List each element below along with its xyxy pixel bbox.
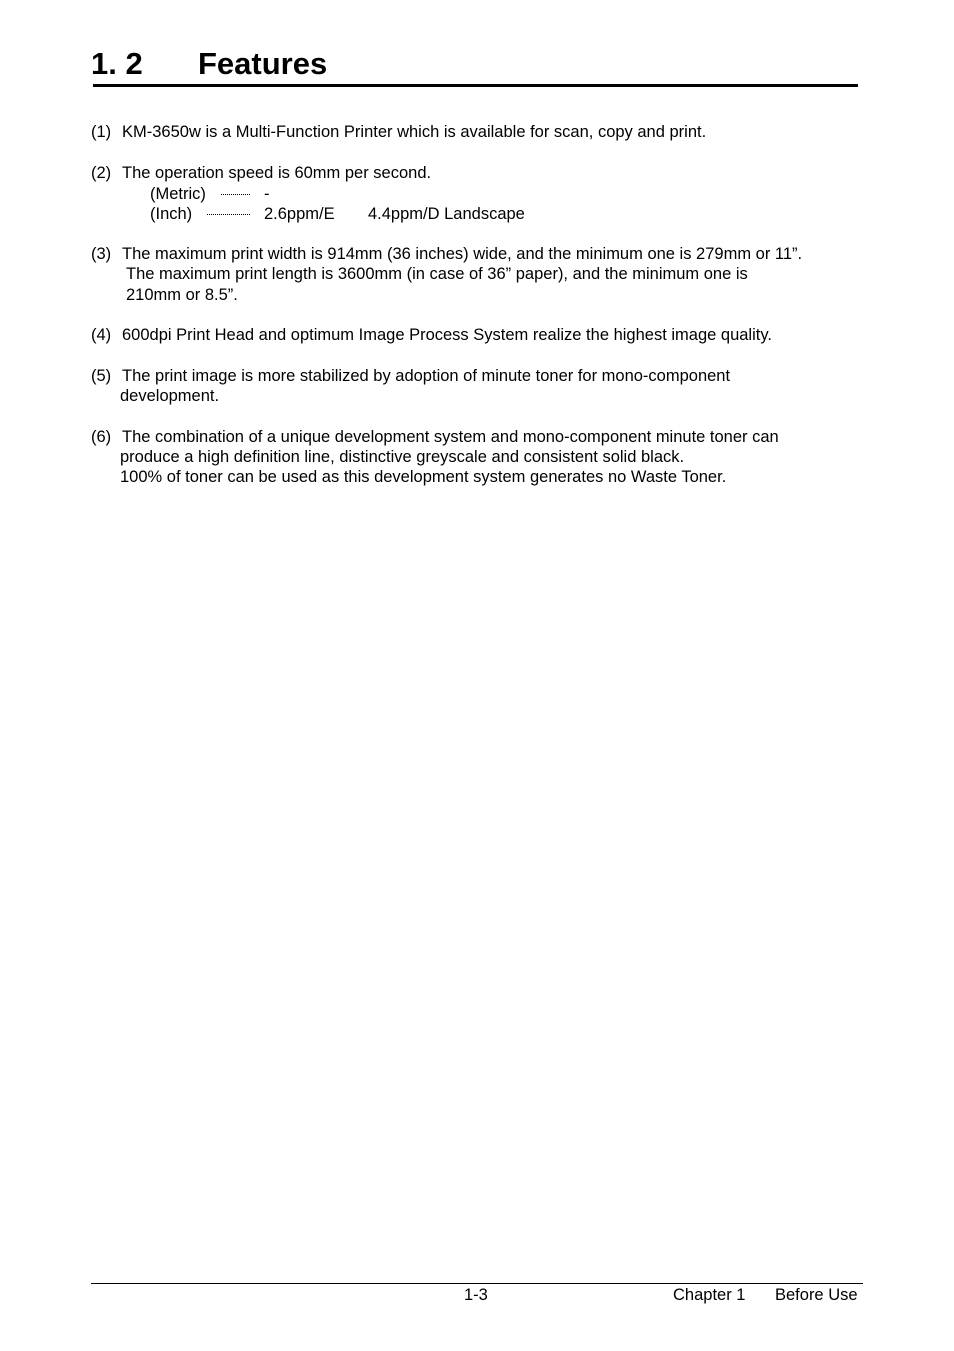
item-text: 210mm or 8.5”. — [126, 286, 238, 304]
item-text: The maximum print length is 3600mm (in case of 36” paper), and the minimum one is — [126, 265, 748, 283]
footer-rule — [91, 1283, 863, 1284]
item-text: The operation speed is 60mm per second. — [122, 164, 432, 182]
item-marker: (3) — [91, 245, 112, 263]
item-text: The combination of a unique development system and mono-component minute toner can — [122, 428, 779, 446]
item-text: The print image is more stabilized by adoption of minute toner for mono-component — [122, 367, 731, 385]
page-number: 1-3 — [464, 1286, 488, 1304]
item-text: development. — [120, 387, 220, 405]
item-text: 100% of toner can be used as this development system generates no Waste Toner. — [120, 468, 727, 486]
item-text: KM-3650w is a Multi-Function Printer which is available for scan, copy and print. — [122, 123, 707, 141]
leader-dots — [207, 214, 250, 215]
item-marker: (5) — [91, 367, 112, 385]
item-marker: (4) — [91, 326, 112, 344]
footer-chapter-title: Before Use — [775, 1286, 858, 1304]
metric-label: (Metric) — [150, 185, 206, 203]
section-number: 1. 2 — [91, 46, 143, 81]
inch-value-e: 2.6ppm/E — [264, 205, 335, 223]
item-marker: (2) — [91, 164, 112, 182]
item-text: produce a high definition line, distinctive greyscale and consistent solid black. — [120, 448, 685, 466]
metric-value: - — [264, 185, 270, 203]
inch-label: (Inch) — [150, 205, 193, 223]
item-text: 600dpi Print Head and optimum Image Process System realize the highest image quality. — [122, 326, 772, 344]
item-marker: (1) — [91, 123, 112, 141]
section-title: Features — [198, 46, 328, 81]
leader-dots — [221, 194, 250, 195]
item-text: The maximum print width is 914mm (36 inches) wide, and the minimum one is 279mm or 11”. — [122, 245, 803, 263]
heading-rule — [93, 84, 858, 87]
inch-value-d: 4.4ppm/D Landscape — [368, 205, 525, 223]
footer-chapter: Chapter 1 — [673, 1286, 746, 1304]
item-marker: (6) — [91, 428, 112, 446]
